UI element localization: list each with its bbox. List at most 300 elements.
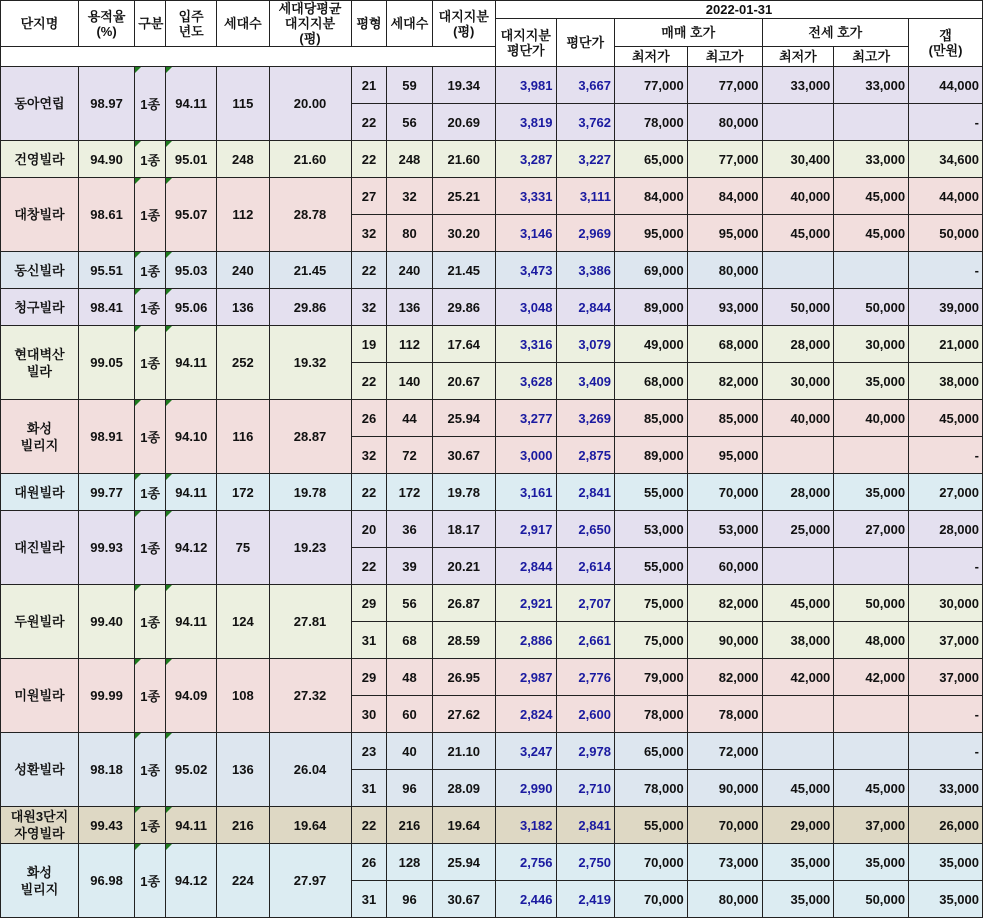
unit-households: 48 [387,659,432,696]
sale-low-price: 53,000 [614,511,687,548]
unit-households: 80 [387,215,432,252]
unit-size: 20 [351,511,387,548]
land-share: 30.20 [432,215,496,252]
total-households: 248 [217,141,269,178]
jeonse-low-price: 40,000 [762,400,834,437]
complex-name: 현대벽산 빌라 [1,326,79,400]
jeonse-low-price: 33,000 [762,67,834,104]
jeonse-high-price: 48,000 [834,622,909,659]
header-floor-area-ratio: 용적율 (%) [78,1,134,47]
pyeong-price: 2,600 [556,696,614,733]
unit-households: 136 [387,289,432,326]
jeonse-low-price: 29,000 [762,807,834,844]
header-jeonse-high: 최고가 [834,47,909,67]
jeonse-high-price [834,696,909,733]
land-share: 28.09 [432,770,496,807]
gap-amount: 44,000 [909,178,983,215]
table-row [1,289,983,326]
land-share: 25.94 [432,400,496,437]
pyeong-price: 2,776 [556,659,614,696]
jeonse-low-price: 35,000 [762,844,834,881]
land-price: 2,886 [496,622,556,659]
zone-type: 1종 [135,659,166,733]
land-price: 2,844 [496,548,556,585]
sale-low-price: 70,000 [614,844,687,881]
unit-households: 40 [387,733,432,770]
unit-households: 96 [387,881,432,918]
pyeong-price: 3,111 [556,178,614,215]
unit-size: 22 [351,141,387,178]
unit-size: 23 [351,733,387,770]
zone-type: 1종 [135,252,166,289]
jeonse-high-price: 42,000 [834,659,909,696]
floor-area-ratio: 95.51 [78,252,134,289]
unit-size: 26 [351,844,387,881]
table-row [1,400,983,437]
pyeong-price: 2,707 [556,585,614,622]
jeonse-high-price: 50,000 [834,585,909,622]
sale-low-price: 89,000 [614,289,687,326]
jeonse-high-price: 37,000 [834,807,909,844]
land-price: 3,048 [496,289,556,326]
jeonse-high-price [834,733,909,770]
floor-area-ratio: 99.05 [78,326,134,400]
sale-low-price: 78,000 [614,104,687,141]
jeonse-high-price [834,548,909,585]
land-share: 20.69 [432,104,496,141]
move-in-year: 95.06 [166,289,217,326]
gap-amount: 50,000 [909,215,983,252]
sale-high-price: 85,000 [687,400,762,437]
floor-area-ratio: 99.99 [78,659,134,733]
gap-amount: 34,600 [909,141,983,178]
land-share: 30.67 [432,437,496,474]
jeonse-low-price: 30,400 [762,141,834,178]
sale-high-price: 72,000 [687,733,762,770]
land-price: 3,182 [496,807,556,844]
unit-size: 22 [351,363,387,400]
sale-low-price: 49,000 [614,326,687,363]
land-price: 2,990 [496,770,556,807]
pyeong-price: 3,386 [556,252,614,289]
move-in-year: 94.09 [166,659,217,733]
pyeong-price: 2,650 [556,511,614,548]
total-households: 116 [217,400,269,474]
complex-name: 대원빌라 [1,474,79,511]
header-gap: 갭 (만원) [909,19,983,67]
avg-land-share: 19.64 [269,807,351,844]
jeonse-low-price: 40,000 [762,178,834,215]
floor-area-ratio: 99.43 [78,807,134,844]
unit-size: 29 [351,659,387,696]
sale-low-price: 75,000 [614,585,687,622]
unit-size: 19 [351,326,387,363]
header-date: 2022-01-31 [496,1,983,19]
jeonse-low-price [762,252,834,289]
sale-high-price: 77,000 [687,141,762,178]
jeonse-low-price: 45,000 [762,215,834,252]
floor-area-ratio: 98.97 [78,67,134,141]
land-price: 3,819 [496,104,556,141]
unit-size: 22 [351,252,387,289]
floor-area-ratio: 99.77 [78,474,134,511]
unit-households: 240 [387,252,432,289]
land-price: 3,277 [496,400,556,437]
land-price: 3,981 [496,67,556,104]
unit-size: 32 [351,437,387,474]
sale-low-price: 85,000 [614,400,687,437]
jeonse-high-price: 35,000 [834,363,909,400]
sale-low-price: 84,000 [614,178,687,215]
table-row [1,474,983,511]
land-price: 2,987 [496,659,556,696]
pyeong-price: 3,667 [556,67,614,104]
sale-high-price: 77,000 [687,67,762,104]
sale-high-price: 78,000 [687,696,762,733]
land-price: 3,000 [496,437,556,474]
land-price: 3,331 [496,178,556,215]
sale-high-price: 53,000 [687,511,762,548]
land-price: 3,161 [496,474,556,511]
gap-amount: 30,000 [909,585,983,622]
complex-name: 동신빌라 [1,252,79,289]
header-sale: 매매 호가 [614,19,762,47]
floor-area-ratio: 94.90 [78,141,134,178]
avg-land-share: 27.32 [269,659,351,733]
unit-households: 216 [387,807,432,844]
sale-high-price: 80,000 [687,881,762,918]
sale-high-price: 80,000 [687,104,762,141]
jeonse-high-price: 40,000 [834,400,909,437]
jeonse-low-price [762,733,834,770]
sale-low-price: 70,000 [614,881,687,918]
sale-high-price: 60,000 [687,548,762,585]
table-row [1,67,983,104]
complex-name: 미원빌라 [1,659,79,733]
gap-amount: - [909,548,983,585]
land-price: 3,473 [496,252,556,289]
land-share: 19.34 [432,67,496,104]
pyeong-price: 2,614 [556,548,614,585]
land-share: 21.10 [432,733,496,770]
sale-high-price: 90,000 [687,622,762,659]
unit-size: 32 [351,289,387,326]
gap-amount: - [909,252,983,289]
unit-households: 140 [387,363,432,400]
pyeong-price: 2,710 [556,770,614,807]
jeonse-high-price: 45,000 [834,770,909,807]
avg-land-share: 27.97 [269,844,351,918]
header-jeonse: 전세 호가 [762,19,909,47]
header-land-share: 대지지분 (평) [432,1,496,47]
gap-amount: 37,000 [909,659,983,696]
jeonse-low-price [762,696,834,733]
sale-high-price: 82,000 [687,659,762,696]
unit-size: 31 [351,881,387,918]
gap-amount: 44,000 [909,67,983,104]
header-avg-land-share: 세대당평균 대지지분 (평) [269,1,351,47]
land-price: 3,247 [496,733,556,770]
land-share: 27.62 [432,696,496,733]
header-unit-households: 세대수 [387,1,432,47]
land-price: 2,921 [496,585,556,622]
header-sale-low: 최저가 [614,47,687,67]
land-share: 25.21 [432,178,496,215]
total-households: 172 [217,474,269,511]
gap-amount: 38,000 [909,363,983,400]
header-land-price: 대지지분 평단가 [496,19,556,67]
jeonse-high-price [834,252,909,289]
pyeong-price: 2,841 [556,474,614,511]
unit-size: 31 [351,770,387,807]
table-row [1,733,983,770]
move-in-year: 94.12 [166,511,217,585]
total-households: 252 [217,326,269,400]
unit-size: 22 [351,474,387,511]
pyeong-price: 2,750 [556,844,614,881]
zone-type: 1종 [135,289,166,326]
land-share: 19.64 [432,807,496,844]
avg-land-share: 26.04 [269,733,351,807]
sale-low-price: 68,000 [614,363,687,400]
sale-low-price: 75,000 [614,622,687,659]
avg-land-share: 29.86 [269,289,351,326]
zone-type: 1종 [135,844,166,918]
unit-households: 128 [387,844,432,881]
zone-type: 1종 [135,178,166,252]
jeonse-high-price: 33,000 [834,67,909,104]
complex-name: 화성 빌리지 [1,844,79,918]
floor-area-ratio: 99.40 [78,585,134,659]
gap-amount: 21,000 [909,326,983,363]
land-share: 30.67 [432,881,496,918]
avg-land-share: 28.78 [269,178,351,252]
floor-area-ratio: 98.18 [78,733,134,807]
pyeong-price: 3,227 [556,141,614,178]
move-in-year: 94.11 [166,474,217,511]
pyeong-price: 2,844 [556,289,614,326]
unit-households: 56 [387,104,432,141]
pyeong-price: 2,841 [556,807,614,844]
pyeong-price: 2,969 [556,215,614,252]
header-name: 단지명 [1,1,79,47]
jeonse-low-price: 42,000 [762,659,834,696]
avg-land-share: 27.81 [269,585,351,659]
zone-type: 1종 [135,585,166,659]
jeonse-low-price [762,104,834,141]
land-share: 20.21 [432,548,496,585]
header-spacer [1,47,496,67]
sale-high-price: 73,000 [687,844,762,881]
total-households: 224 [217,844,269,918]
table-row [1,178,983,215]
gap-amount: - [909,696,983,733]
move-in-year: 94.11 [166,807,217,844]
floor-area-ratio: 98.61 [78,178,134,252]
unit-households: 112 [387,326,432,363]
header-type: 구분 [135,1,166,47]
jeonse-high-price: 50,000 [834,289,909,326]
jeonse-high-price: 50,000 [834,881,909,918]
header-move-in-year: 입주 년도 [166,1,217,47]
zone-type: 1종 [135,474,166,511]
gap-amount: - [909,104,983,141]
unit-households: 60 [387,696,432,733]
land-share: 19.78 [432,474,496,511]
unit-households: 172 [387,474,432,511]
sale-high-price: 80,000 [687,252,762,289]
sale-high-price: 68,000 [687,326,762,363]
gap-amount: - [909,437,983,474]
total-households: 216 [217,807,269,844]
unit-size: 22 [351,104,387,141]
gap-amount: 28,000 [909,511,983,548]
move-in-year: 94.11 [166,67,217,141]
table-row [1,807,983,844]
move-in-year: 95.01 [166,141,217,178]
floor-area-ratio: 99.93 [78,511,134,585]
total-households: 136 [217,733,269,807]
header-jeonse-low: 최저가 [762,47,834,67]
land-share: 28.59 [432,622,496,659]
total-households: 240 [217,252,269,289]
table-row [1,659,983,696]
move-in-year: 94.12 [166,844,217,918]
zone-type: 1종 [135,326,166,400]
unit-size: 22 [351,807,387,844]
pyeong-price: 2,978 [556,733,614,770]
gap-amount: 45,000 [909,400,983,437]
pyeong-price: 3,762 [556,104,614,141]
header-pyeong-price: 평단가 [556,19,614,67]
avg-land-share: 19.78 [269,474,351,511]
complex-name: 화성 빌리지 [1,400,79,474]
jeonse-high-price: 45,000 [834,178,909,215]
move-in-year: 94.11 [166,326,217,400]
sale-low-price: 89,000 [614,437,687,474]
unit-size: 30 [351,696,387,733]
land-price: 3,146 [496,215,556,252]
pyeong-price: 3,079 [556,326,614,363]
sale-low-price: 95,000 [614,215,687,252]
gap-amount: 37,000 [909,622,983,659]
land-price: 2,446 [496,881,556,918]
sale-low-price: 65,000 [614,141,687,178]
sale-high-price: 70,000 [687,807,762,844]
sale-high-price: 70,000 [687,474,762,511]
sale-low-price: 78,000 [614,696,687,733]
gap-amount: - [909,733,983,770]
land-share: 26.87 [432,585,496,622]
move-in-year: 94.11 [166,585,217,659]
zone-type: 1종 [135,733,166,807]
zone-type: 1종 [135,400,166,474]
sale-low-price: 55,000 [614,548,687,585]
unit-size: 26 [351,400,387,437]
land-share: 21.45 [432,252,496,289]
jeonse-low-price [762,437,834,474]
land-share: 21.60 [432,141,496,178]
floor-area-ratio: 98.91 [78,400,134,474]
jeonse-low-price: 30,000 [762,363,834,400]
zone-type: 1종 [135,67,166,141]
jeonse-low-price: 28,000 [762,326,834,363]
land-share: 25.94 [432,844,496,881]
complex-name: 대창빌라 [1,178,79,252]
pyeong-price: 2,875 [556,437,614,474]
jeonse-low-price: 38,000 [762,622,834,659]
total-households: 124 [217,585,269,659]
unit-size: 27 [351,178,387,215]
avg-land-share: 28.87 [269,400,351,474]
sale-low-price: 55,000 [614,474,687,511]
complex-name: 대원3단지 자영빌라 [1,807,79,844]
sale-high-price: 95,000 [687,437,762,474]
jeonse-high-price: 30,000 [834,326,909,363]
avg-land-share: 20.00 [269,67,351,141]
jeonse-high-price: 45,000 [834,215,909,252]
unit-households: 36 [387,511,432,548]
jeonse-high-price: 35,000 [834,844,909,881]
unit-households: 68 [387,622,432,659]
jeonse-high-price [834,104,909,141]
gap-amount: 26,000 [909,807,983,844]
jeonse-low-price: 50,000 [762,289,834,326]
floor-area-ratio: 96.98 [78,844,134,918]
jeonse-high-price: 27,000 [834,511,909,548]
table-row [1,844,983,881]
unit-size: 32 [351,215,387,252]
unit-households: 44 [387,400,432,437]
total-households: 75 [217,511,269,585]
avg-land-share: 19.32 [269,326,351,400]
land-price: 3,316 [496,326,556,363]
zone-type: 1종 [135,141,166,178]
move-in-year: 94.10 [166,400,217,474]
pyeong-price: 3,409 [556,363,614,400]
sale-low-price: 65,000 [614,733,687,770]
land-share: 26.95 [432,659,496,696]
unit-households: 56 [387,585,432,622]
jeonse-low-price: 35,000 [762,881,834,918]
complex-name: 청구빌라 [1,289,79,326]
sale-low-price: 55,000 [614,807,687,844]
avg-land-share: 21.60 [269,141,351,178]
gap-amount: 35,000 [909,881,983,918]
table-row [1,511,983,548]
table-row [1,585,983,622]
avg-land-share: 21.45 [269,252,351,289]
sale-low-price: 77,000 [614,67,687,104]
pyeong-price: 2,661 [556,622,614,659]
move-in-year: 95.02 [166,733,217,807]
total-households: 115 [217,67,269,141]
sale-low-price: 78,000 [614,770,687,807]
land-price: 2,756 [496,844,556,881]
land-price: 3,628 [496,363,556,400]
land-price: 3,287 [496,141,556,178]
pyeong-price: 3,269 [556,400,614,437]
table-body [1,67,983,918]
land-share: 17.64 [432,326,496,363]
sale-high-price: 93,000 [687,289,762,326]
complex-name: 두원빌라 [1,585,79,659]
gap-amount: 35,000 [909,844,983,881]
avg-land-share: 19.23 [269,511,351,585]
gap-amount: 39,000 [909,289,983,326]
jeonse-low-price: 25,000 [762,511,834,548]
land-share: 20.67 [432,363,496,400]
